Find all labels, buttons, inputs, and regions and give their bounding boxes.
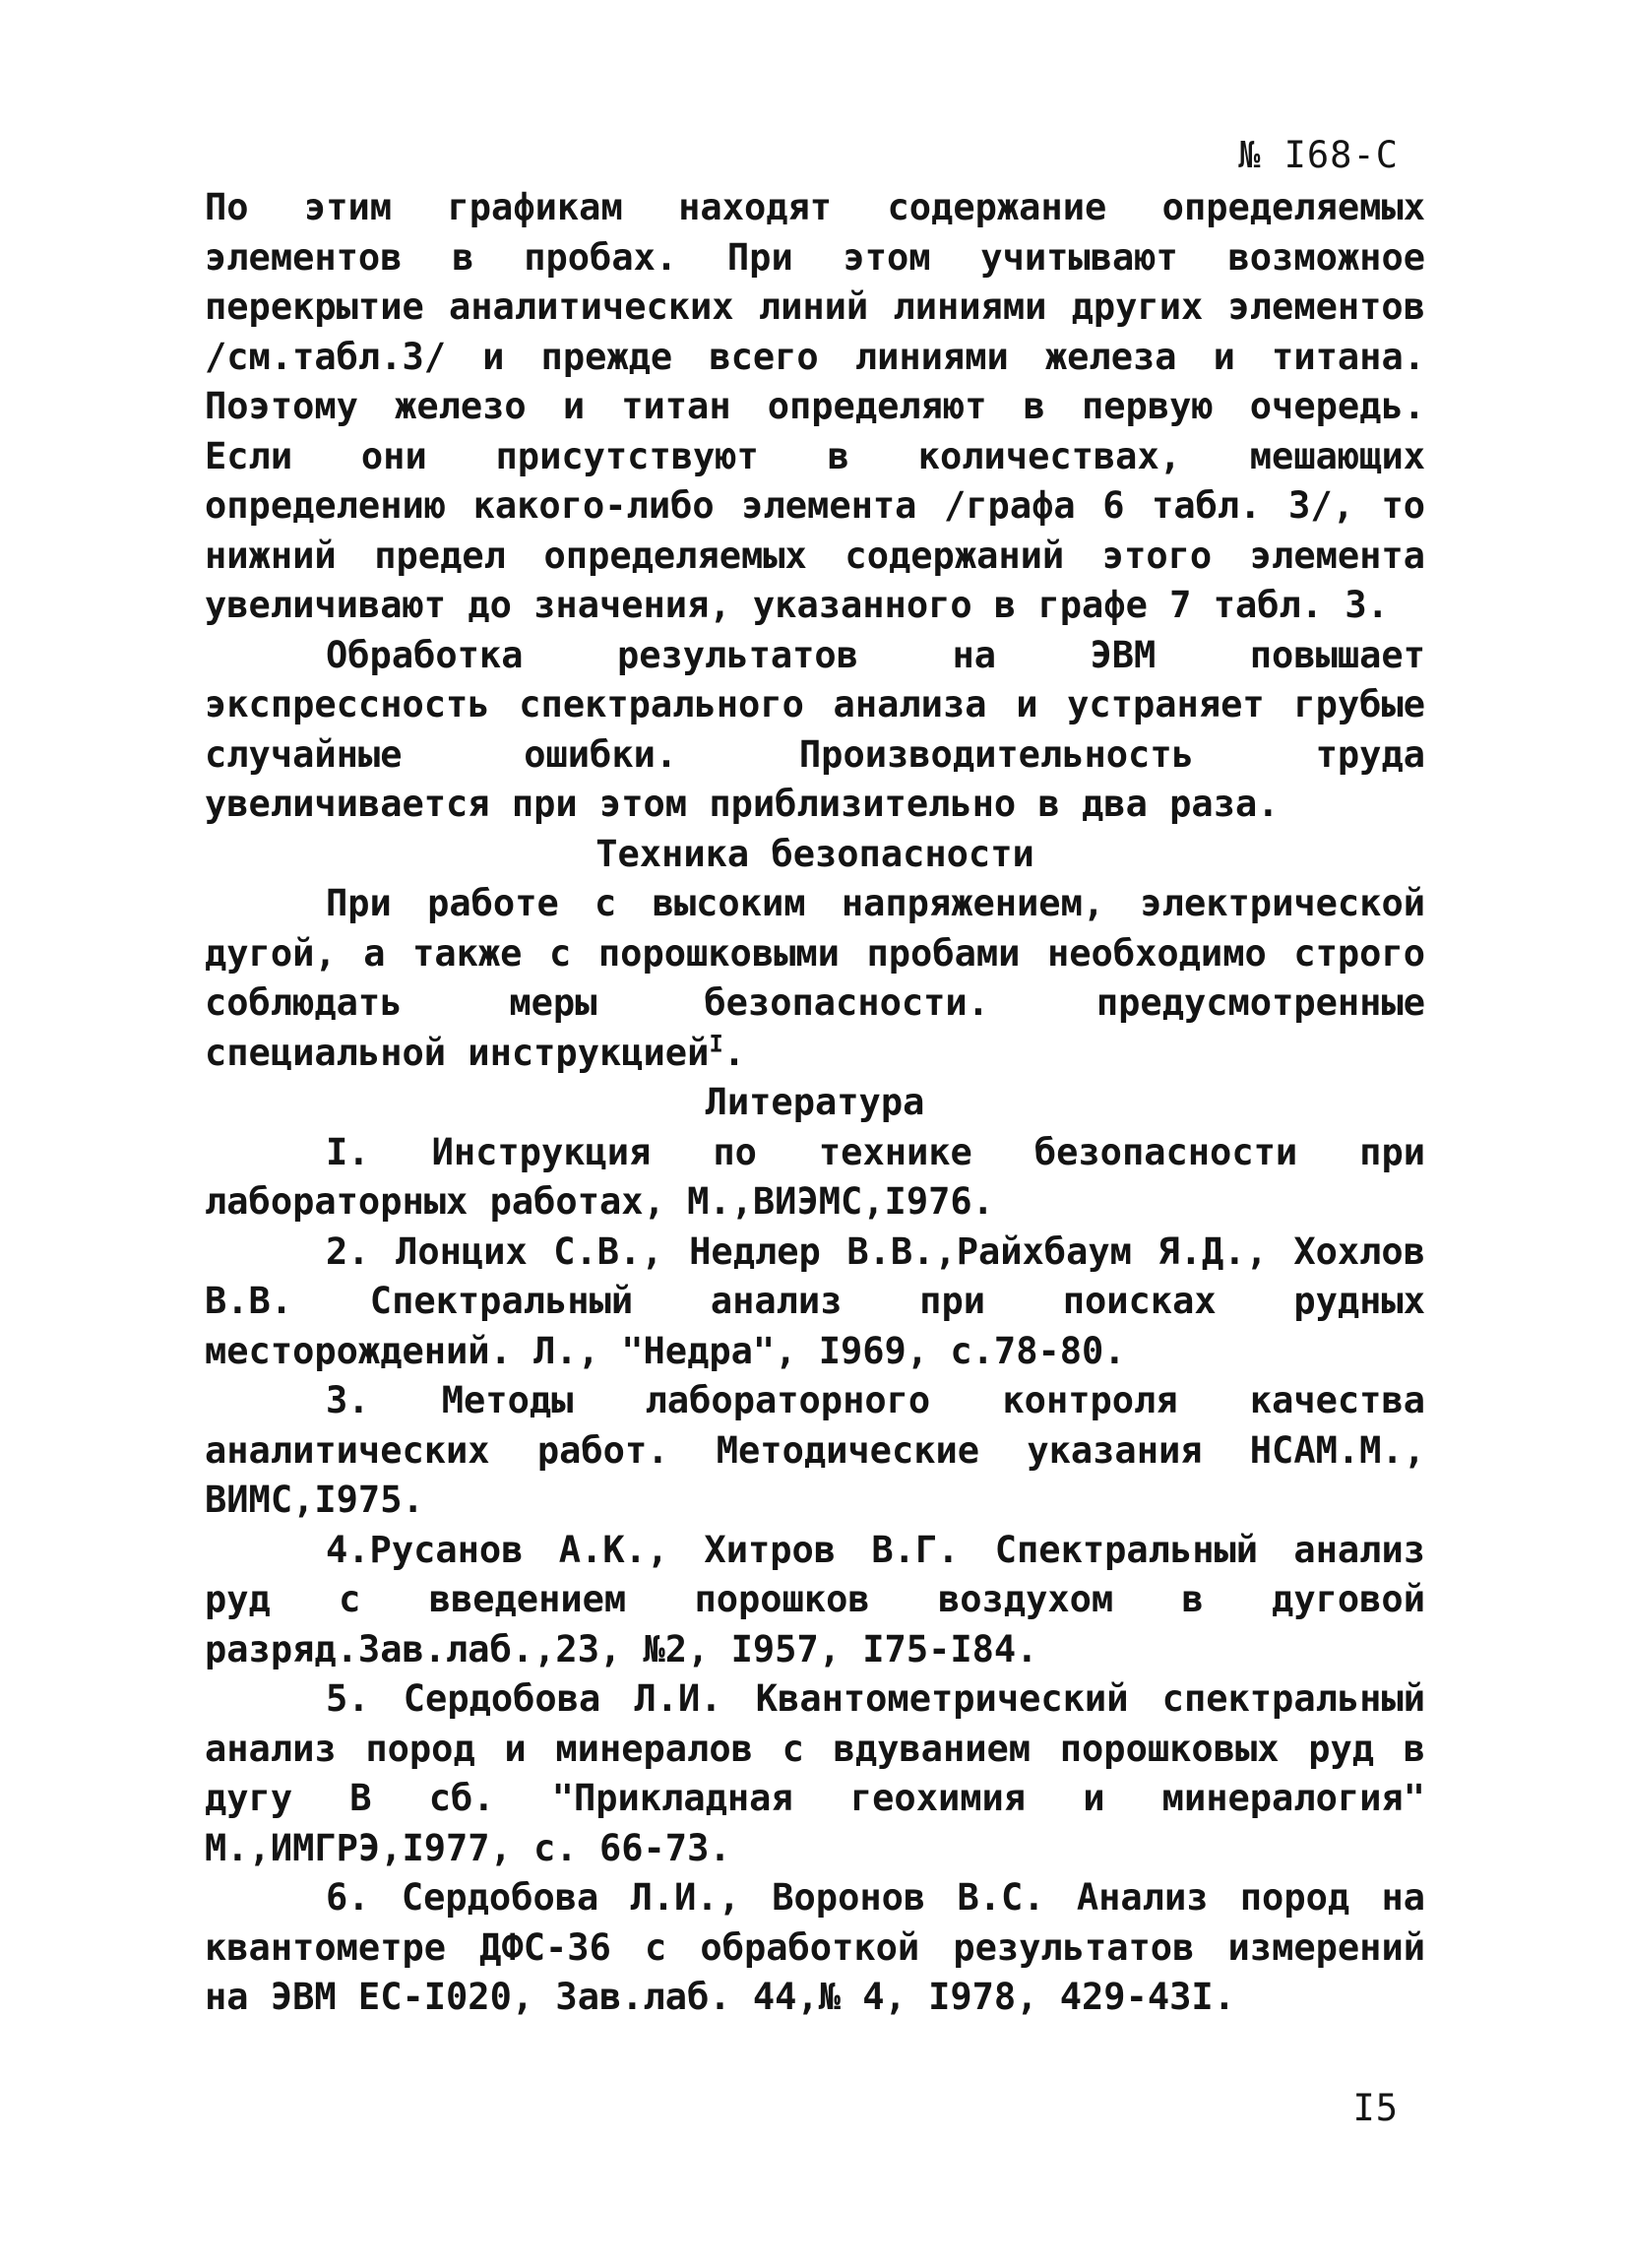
reference-item: 6. Сердобова Л.И., Воронов В.С. Анализ пород на квантометре ДФС-36 с обработкой результатов измерений на ЭВМ ЕС-I020, Зав.лаб. 44,№ 4, I978, 429-43I.: [205, 1876, 1425, 2018]
document-body: [205, 183, 1425, 2023]
footnote-mark: I: [709, 1030, 723, 1058]
reference-item: 4.Русанов А.К., Хитров В.Г. Спектральный анализ руд с введением порошков воздухом в дуговой разряд.Зав.лаб.,23, №2, I957, I75-I84.: [205, 1528, 1425, 1670]
page-number: I5: [1352, 2087, 1399, 2129]
paragraph-analysis: По этим графикам находят содержание определяемых элементов в пробах. При этом учитывают возможное перекрытие аналитических линий линиями других элементов /см.табл.3/ и прежде всего линиями железа и титана. Поэтому железо и титан определяют в первую очередь. Если они присутствуют в количествах, мешающих определению какого-либо элемента /графа 6 табл. 3/, то нижний предел определяемых содержаний этого элемента увеличивают до значения, указанного в графе 7 табл. 3.: [205, 186, 1425, 626]
section-heading-safety: Техника безопасности: [595, 832, 1034, 875]
safety-text: При работе с высоким напряжением, электрической дугой, а также с порошковыми пробами необходимо строго соблюдать меры безопасности. предусмотренные специальной инструкцией: [205, 882, 1425, 1074]
reference-item: 2. Лонцих С.В., Недлер В.В.,Райхбаум Я.Д., Хохлов В.В. Спектральный анализ при поисках рудных месторождений. Л., "Недра", I969, с.78-80.: [205, 1229, 1425, 1372]
section-heading-literature: Литература: [705, 1081, 925, 1123]
reference-item: 3. Методы лабораторного контроля качества аналитических работ. Методические указания НСАМ.М., ВИМС,I975.: [205, 1379, 1425, 1521]
reference-item: I. Инструкция по технике безопасности при лабораторных работах, М.,ВИЭМС,I976.: [205, 1130, 1425, 1223]
paragraph-computer-processing: Обработка результатов на ЭВМ повышает экспрессность спектрального анализа и устраняет грубые случайные ошибки. Производительность труда увеличивается при этом приблизительно в два раза.: [205, 633, 1425, 825]
reference-item: 5. Сердобова Л.И. Квантометрический спектральный анализ пород и минералов с вдуванием порошковых руд в дугу В сб. "Прикладная геохимия и минералогия" М.,ИМГРЭ,I977, с. 66-73.: [205, 1677, 1425, 1869]
document-number: № I68-C: [1238, 134, 1399, 176]
safety-end: .: [722, 1031, 746, 1074]
paragraph-safety: [205, 879, 1425, 1078]
